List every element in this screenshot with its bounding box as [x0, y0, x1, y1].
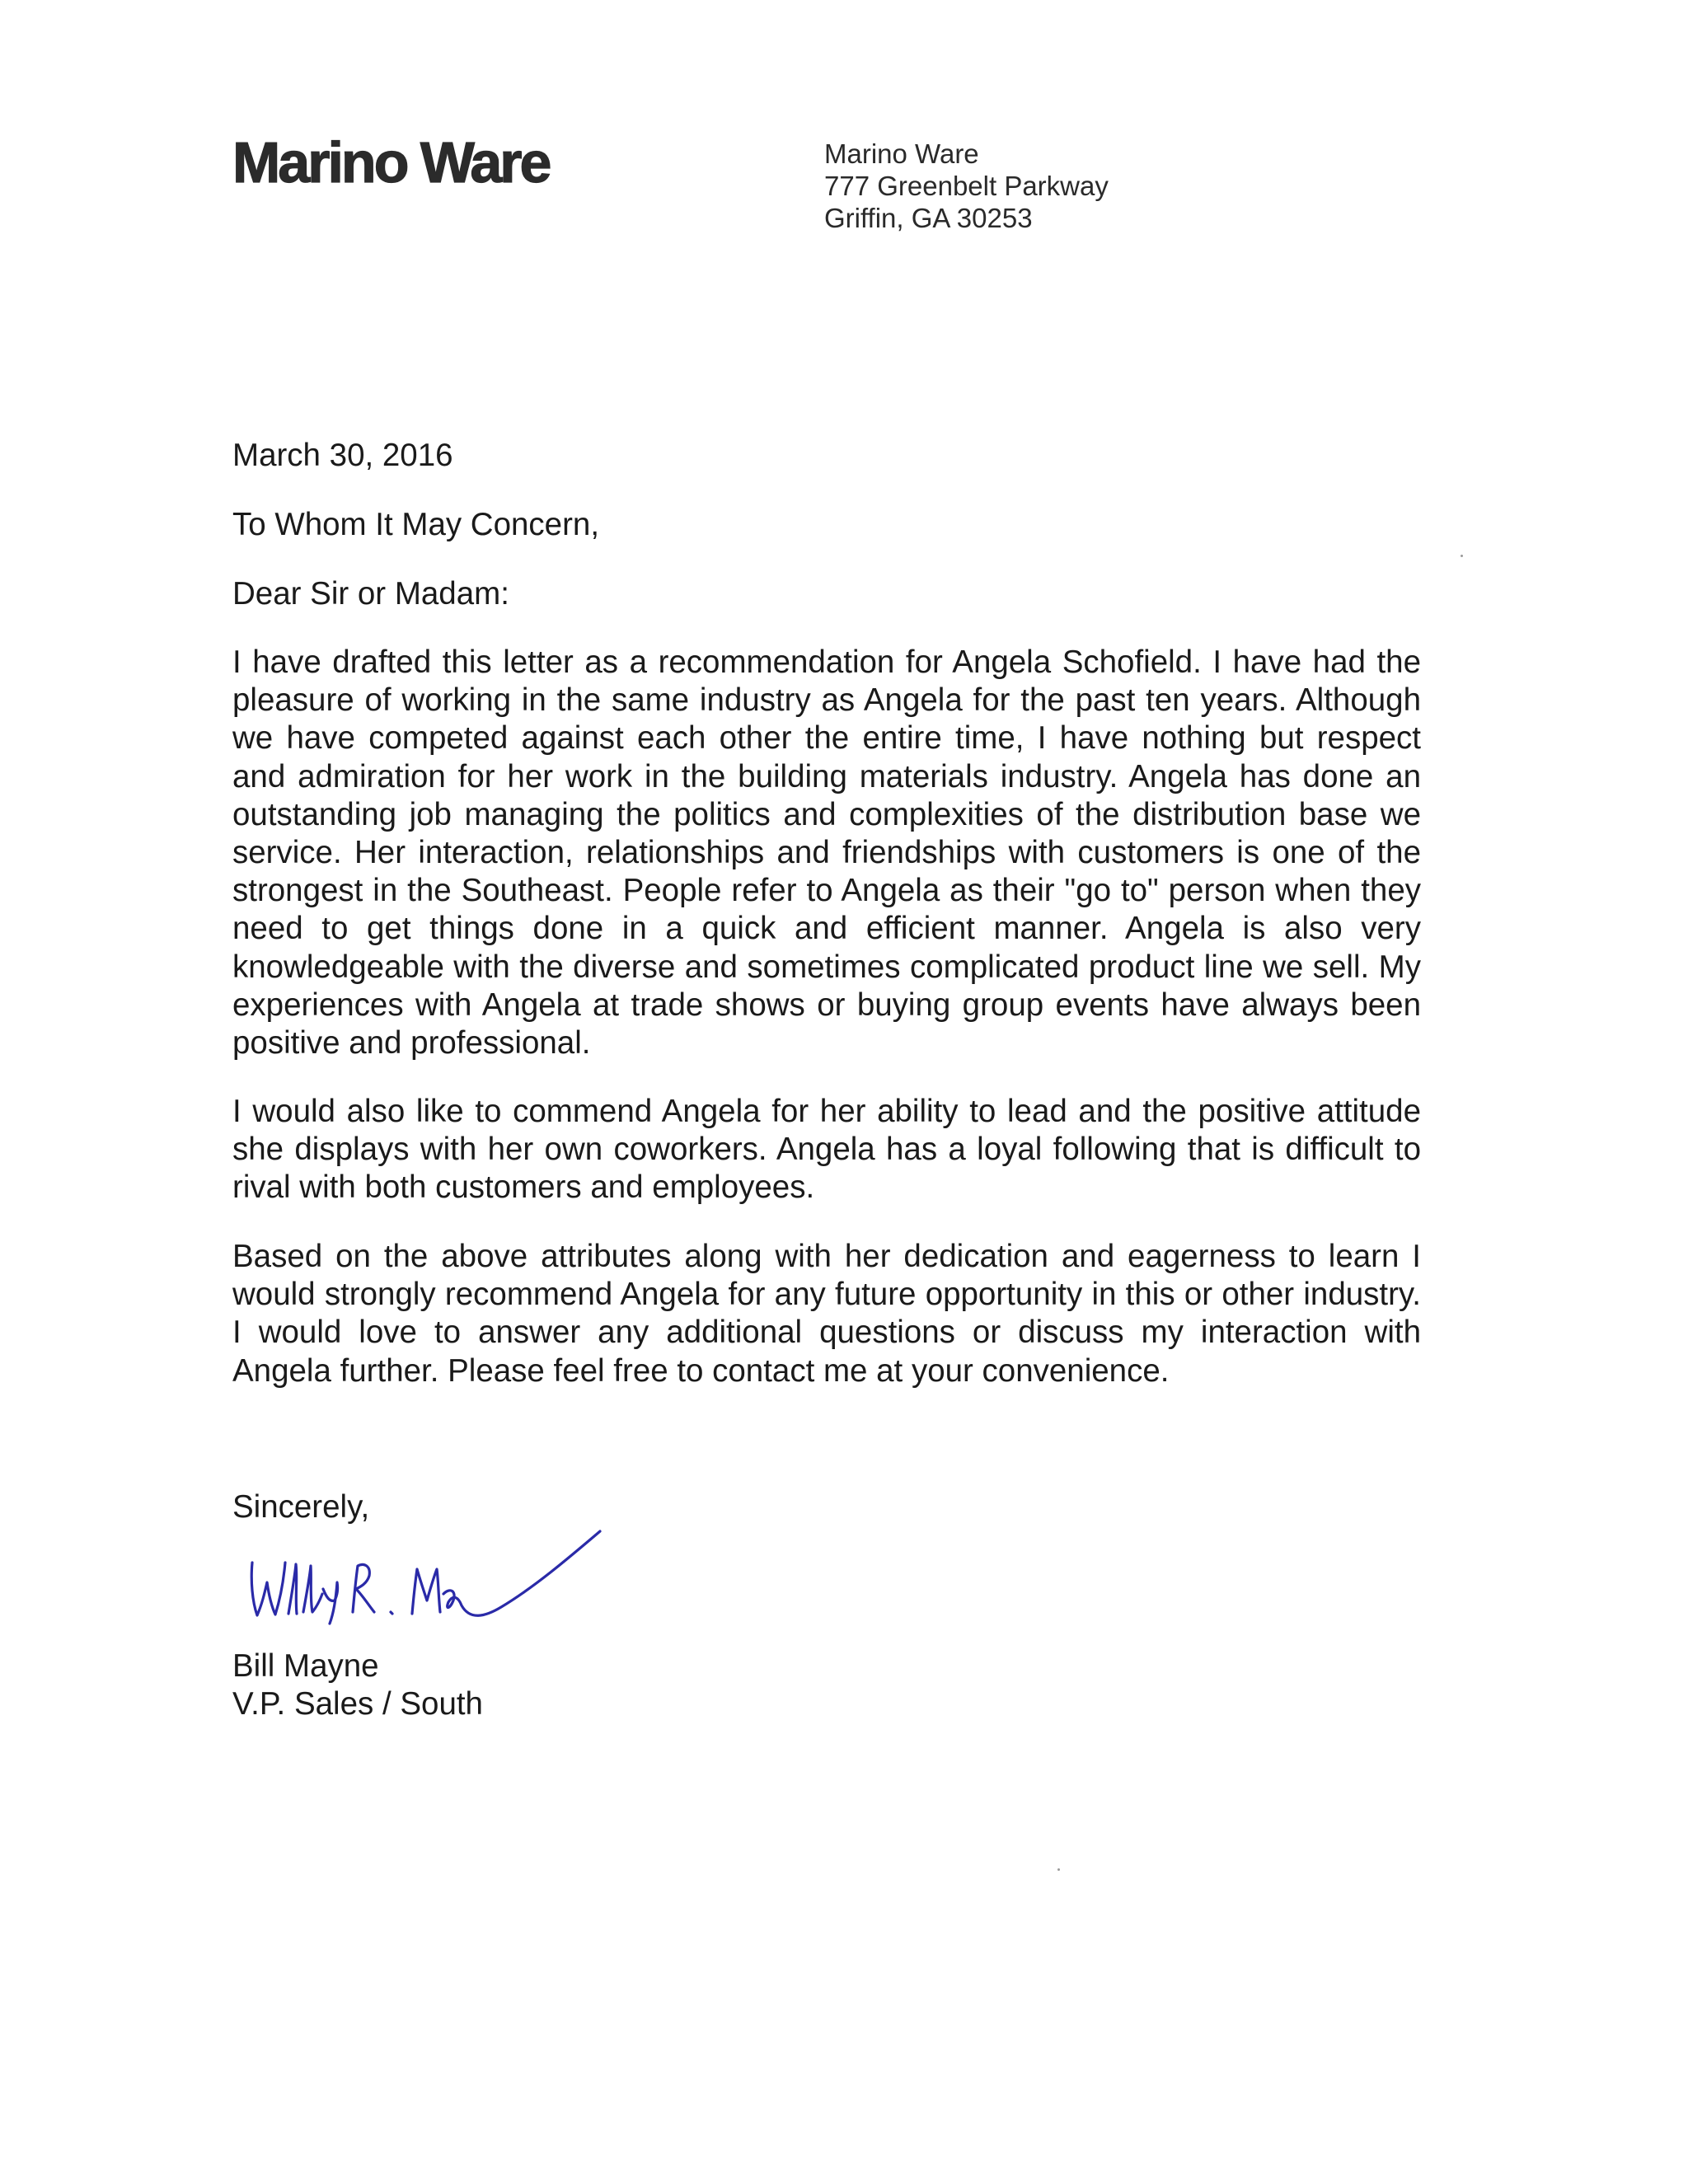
- address-line-street: 777 Greenbelt Parkway: [824, 171, 1109, 201]
- salutation-formal: Dear Sir or Madam:: [232, 576, 509, 612]
- letter-date: March 30, 2016: [232, 438, 453, 473]
- signer-name: Bill Mayne: [232, 1648, 379, 1684]
- scan-speck: [1461, 555, 1463, 557]
- handwritten-signature: [237, 1515, 608, 1638]
- body-paragraph-2: I would also like to commend Angela for her ability to lead and the positive attitude she displays with her own coworkers. Angela has a loyal following that is difficult to rival with both customers and employees.: [232, 1094, 1421, 1206]
- body-paragraph-1: I have drafted this letter as a recommendation for Angela Schofield. I have had the pleasure of working in the same industry as Angela for the past ten years. Although we have competed against each other the entire time, I have nothing but respect and admiration for her work in the building materials industry. Angela has done an outstanding job managing the politics and complexities of the distribution base we service. Her interaction, relationships and friendships with customers is one of the strongest in the Southeast. People refer to Angela as their "go to" person when they need to get things done in a quick and efficient manner. Angela is also very knowledgeable with the diverse and sometimes complicated product line we sell. My experiences with Angela at trade shows or buying group events have always been positive and professional.: [232, 644, 1421, 1062]
- address-line-company: Marino Ware: [824, 138, 979, 169]
- letterhead-address: [824, 138, 1109, 234]
- body-paragraph-3: Based on the above attributes along with her dedication and eagerness to learn I would strongly recommend Angela for any future opportunity in this or other industry. I would love to answer any additional questions or discuss my interaction with Angela further. Please feel free to contact me at your convenience.: [232, 1239, 1421, 1389]
- closing: Sincerely,: [232, 1489, 370, 1525]
- salutation-general: To Whom It May Concern,: [232, 507, 600, 542]
- address-line-city: Griffin, GA 30253: [824, 203, 1033, 233]
- signer-title: V.P. Sales / South: [232, 1686, 483, 1722]
- company-logo: Marino Ware: [232, 130, 550, 194]
- scan-speck: [1057, 1868, 1060, 1871]
